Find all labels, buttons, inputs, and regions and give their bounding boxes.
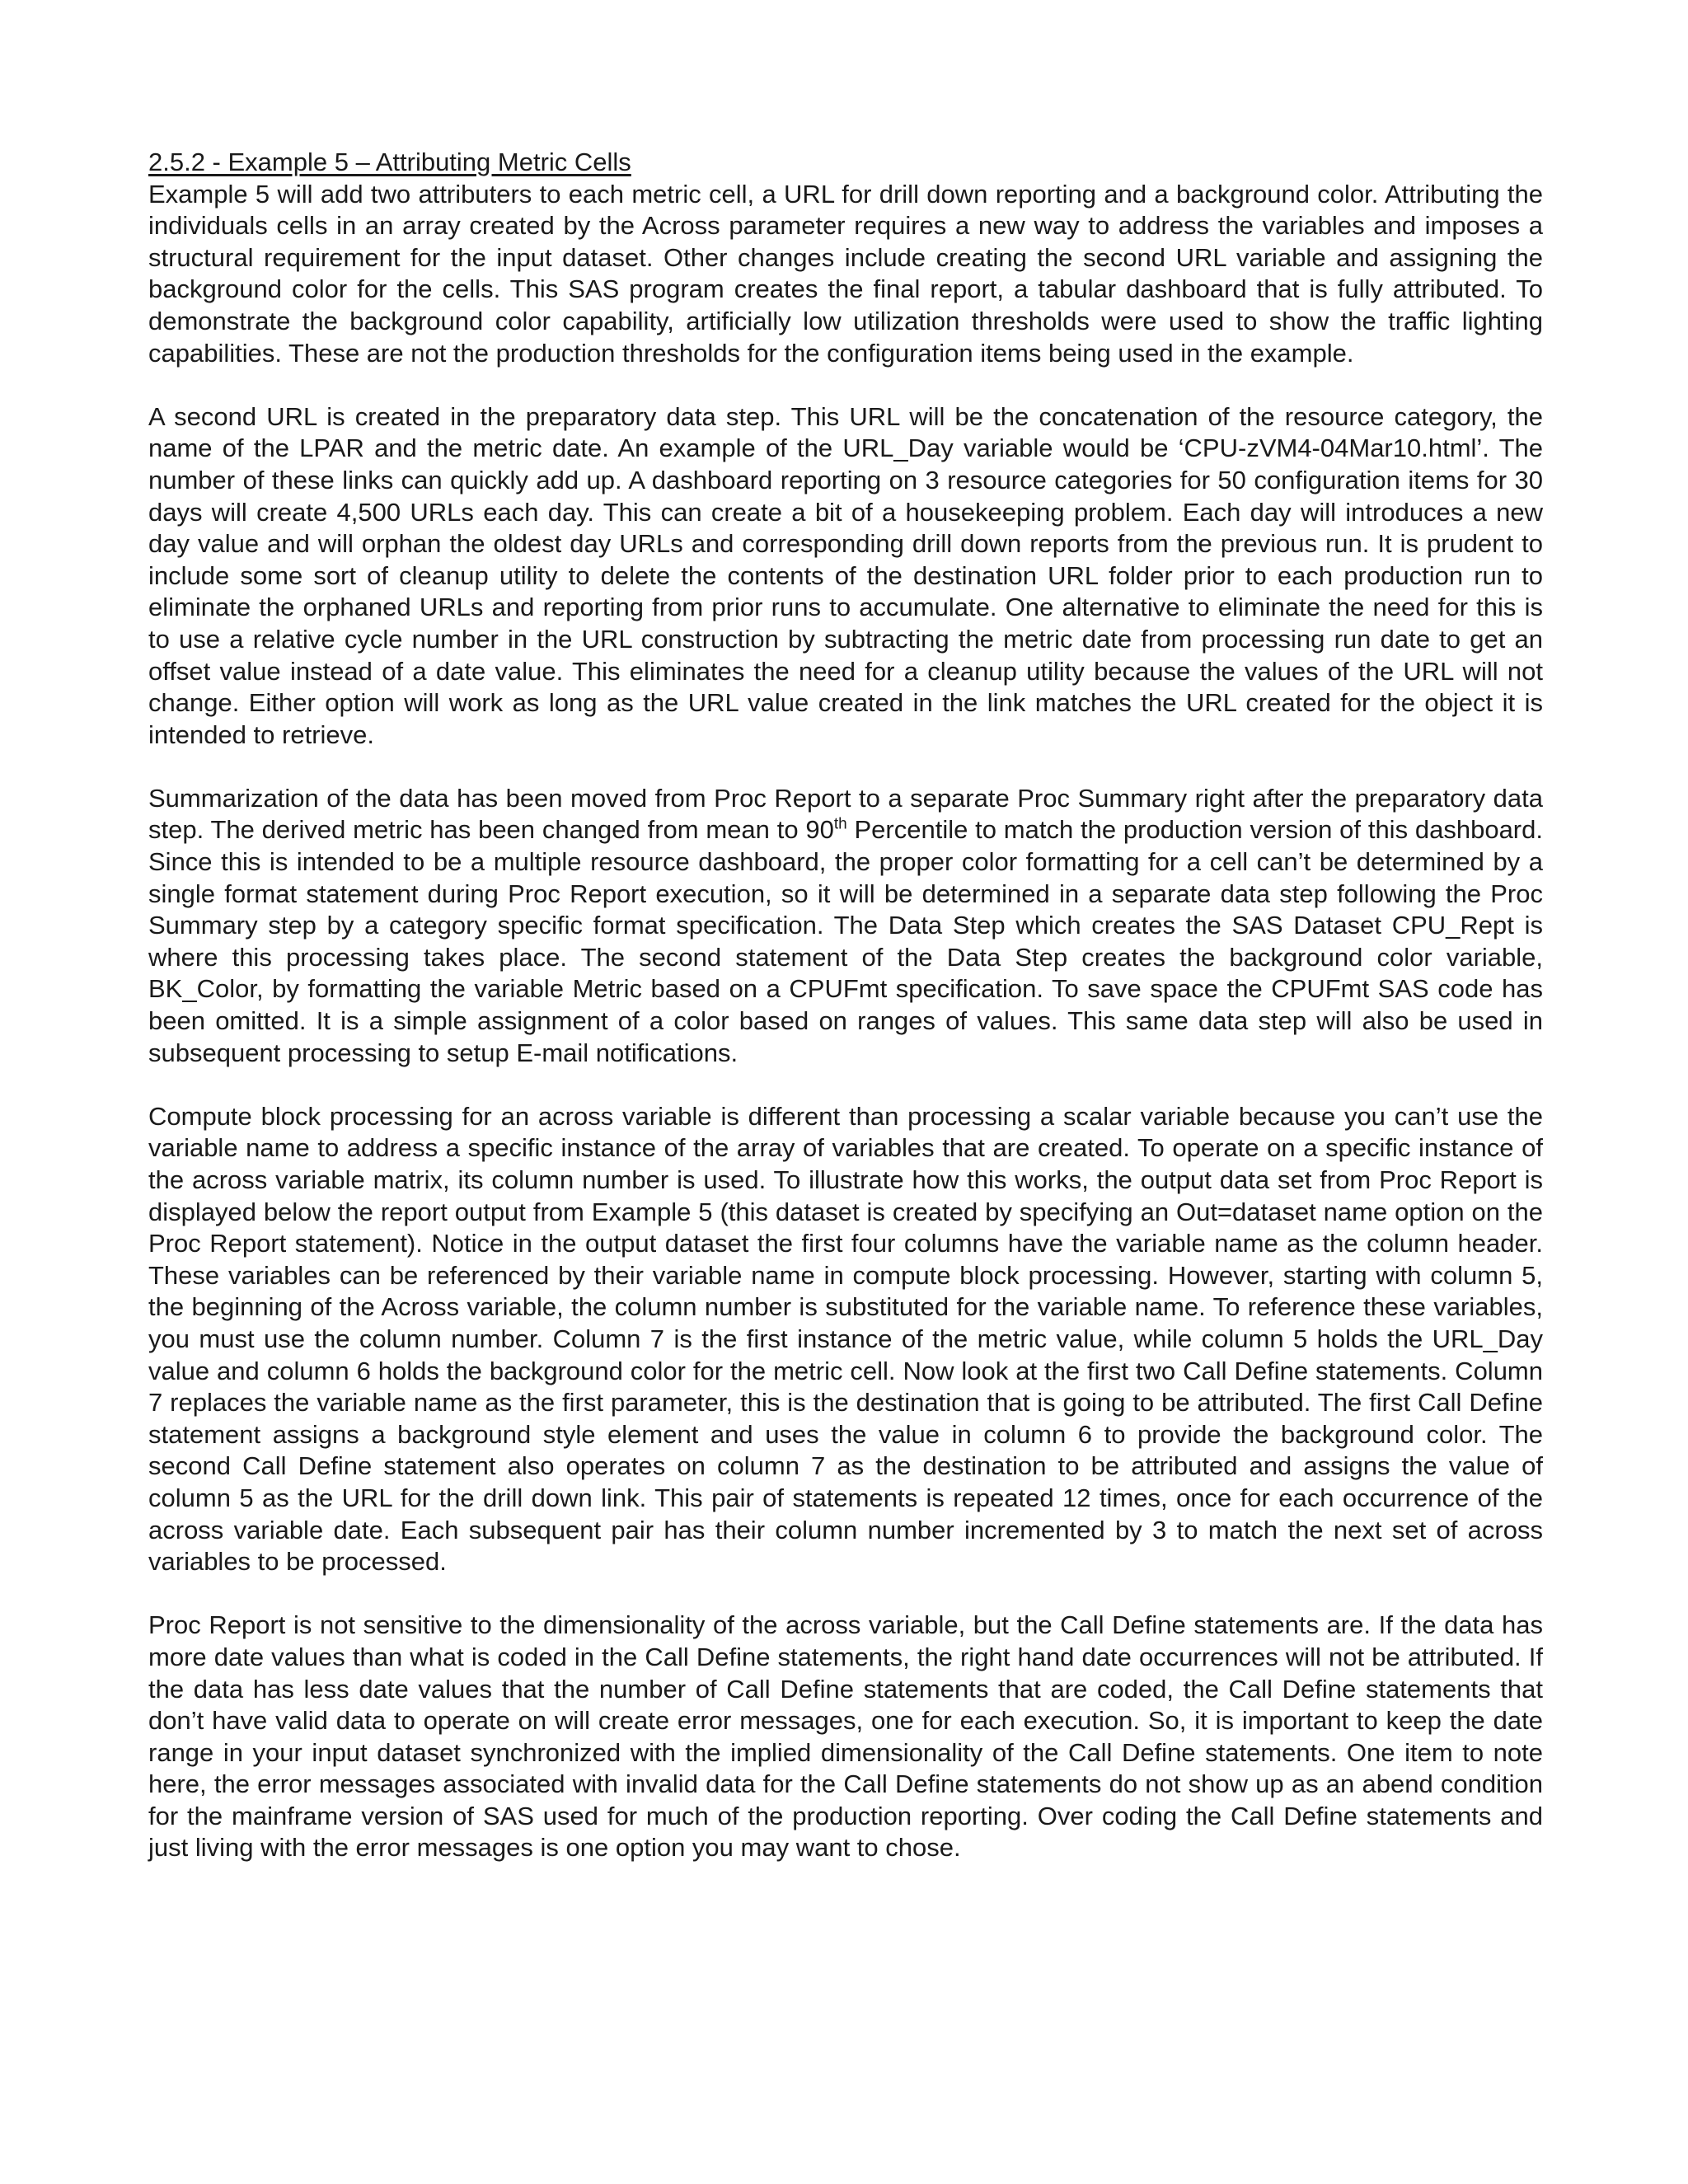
document-page (148, 147, 1543, 1864)
paragraph-proc-report-dimensionality: Proc Report is not sensitive to the dimensionality of the across variable, but the Call Define statements are. If the data has more date values than what is coded in the Call Define statements, the right hand date occurrences will not be attributed. If the data has less date values that the number of Call Define statements that are coded, the Call Define statements that don’t have valid data to operate on will create error messages, one for each execution. So, it is important to keep the date range in your input dataset synchronized with the implied dimensionality of the Call Define statements. One item to note here, the error messages associated with invalid data for the Call Define statements do not show up as an abend condition for the mainframe version of SAS used for much of the production reporting. Over coding the Call Define statements and just living with the error messages is one option you may want to chose. (148, 1610, 1543, 1863)
paragraph-summarization-part-2: Percentile to match the production version of this dashboard. Since this is intended to be a multiple resource dashboard, the proper color formatting for a cell can’t be determined by a single format statement during Proc Report execution, so it will be determined in a separate data step following the Proc Summary step by a category specific format specification. The Data Step which creates the SAS Dataset CPU_Rept is where this processing takes place. The second statement of the Data Step creates the background color variable, BK_Color, by formatting the variable Metric based on a CPUFmt specification. To save space the CPUFmt SAS code has been omitted. It is a simple assignment of a color based on ranges of values. This same data step will also be used in subsequent processing to setup E-mail notifications. (148, 815, 1543, 1067)
percentile-superscript: th (833, 816, 847, 834)
paragraph-compute-block: Compute block processing for an across variable is different than processing a scalar variable because you can’t use the variable name to address a specific instance of the array of variables that are created. To operate on a specific instance of the across variable matrix, its column number is used. To illustrate how this works, the output data set from Proc Report is displayed below the report output from Example 5 (this dataset is created by specifying an Out=dataset name option on the Proc Report statement). Notice in the output dataset the first four columns have the variable name as the column header. These variables can be referenced by their variable name in compute block processing. However, starting with column 5, the beginning of the Across variable, the column number is substituted for the variable name. To reference these variables, you must use the column number. Column 7 is the first instance of the metric value, while column 5 holds the URL_Day value and column 6 holds the background color for the metric cell. Now look at the first two Call Define statements. Column 7 replaces the variable name as the first parameter, this is the destination that is going to be attributed. The first Call Define statement assigns a background style element and uses the value in column 6 to provide the background color. The second Call Define statement also operates on column 7 as the destination to be attributed and assigns the value of column 5 as the URL for the drill down link. This pair of statements is repeated 12 times, once for each occurrence of the across variable date. Each subsequent pair has their column number incremented by 3 to match the next set of across variables to be processed. (148, 1101, 1543, 1577)
paragraph-example-5-intro: Example 5 will add two attributers to each metric cell, a URL for drill down reporting and a background color. Attributing the individuals cells in an array created by the Across parameter requires a new way to address the variables and imposes a structural requirement for the input dataset. Other changes include creating the second URL variable and assigning the background color for the cells. This SAS program creates the final report, a tabular dashboard that is fully attributed. To demonstrate the background color capability, artificially low utilization thresholds were used to show the traffic lighting capabilities. These are not the production thresholds for the configuration items being used in the example. (148, 179, 1543, 368)
paragraph-summarization (148, 783, 1543, 1069)
paragraph-summarization-part-1: Summarization of the data has been moved from Proc Report to a separate Proc Summary right after the preparatory data step. The derived metric has been changed from mean to 90 (148, 783, 1543, 845)
paragraph-second-url: A second URL is created in the preparatory data step. This URL will be the concatenation of the resource category, the name of the LPAR and the metric date. An example of the URL_Day variable would be ‘CPU-zVM4-04Mar10.html’. The number of these links can quickly add up. A dashboard reporting on 3 resource categories for 50 configuration items for 30 days will create 4,500 URLs each day. This can create a bit of a housekeeping problem. Each day will introduces a new day value and will orphan the oldest day URLs and corresponding drill down reports from the previous run. It is prudent to include some sort of cleanup utility to delete the contents of the destination URL folder prior to each production run to eliminate the orphaned URLs and reporting from prior runs to accumulate. One alternative to eliminate the need for this is to use a relative cycle number in the URL construction by subtracting the metric date from processing run date to get an offset value instead of a date value. This eliminates the need for a cleanup utility because the values of the URL will not change. Either option will work as long as the URL value created in the link matches the URL created for the object it is intended to retrieve. (148, 401, 1543, 749)
section-heading: 2.5.2 - Example 5 – Attributing Metric Cells (148, 148, 631, 176)
